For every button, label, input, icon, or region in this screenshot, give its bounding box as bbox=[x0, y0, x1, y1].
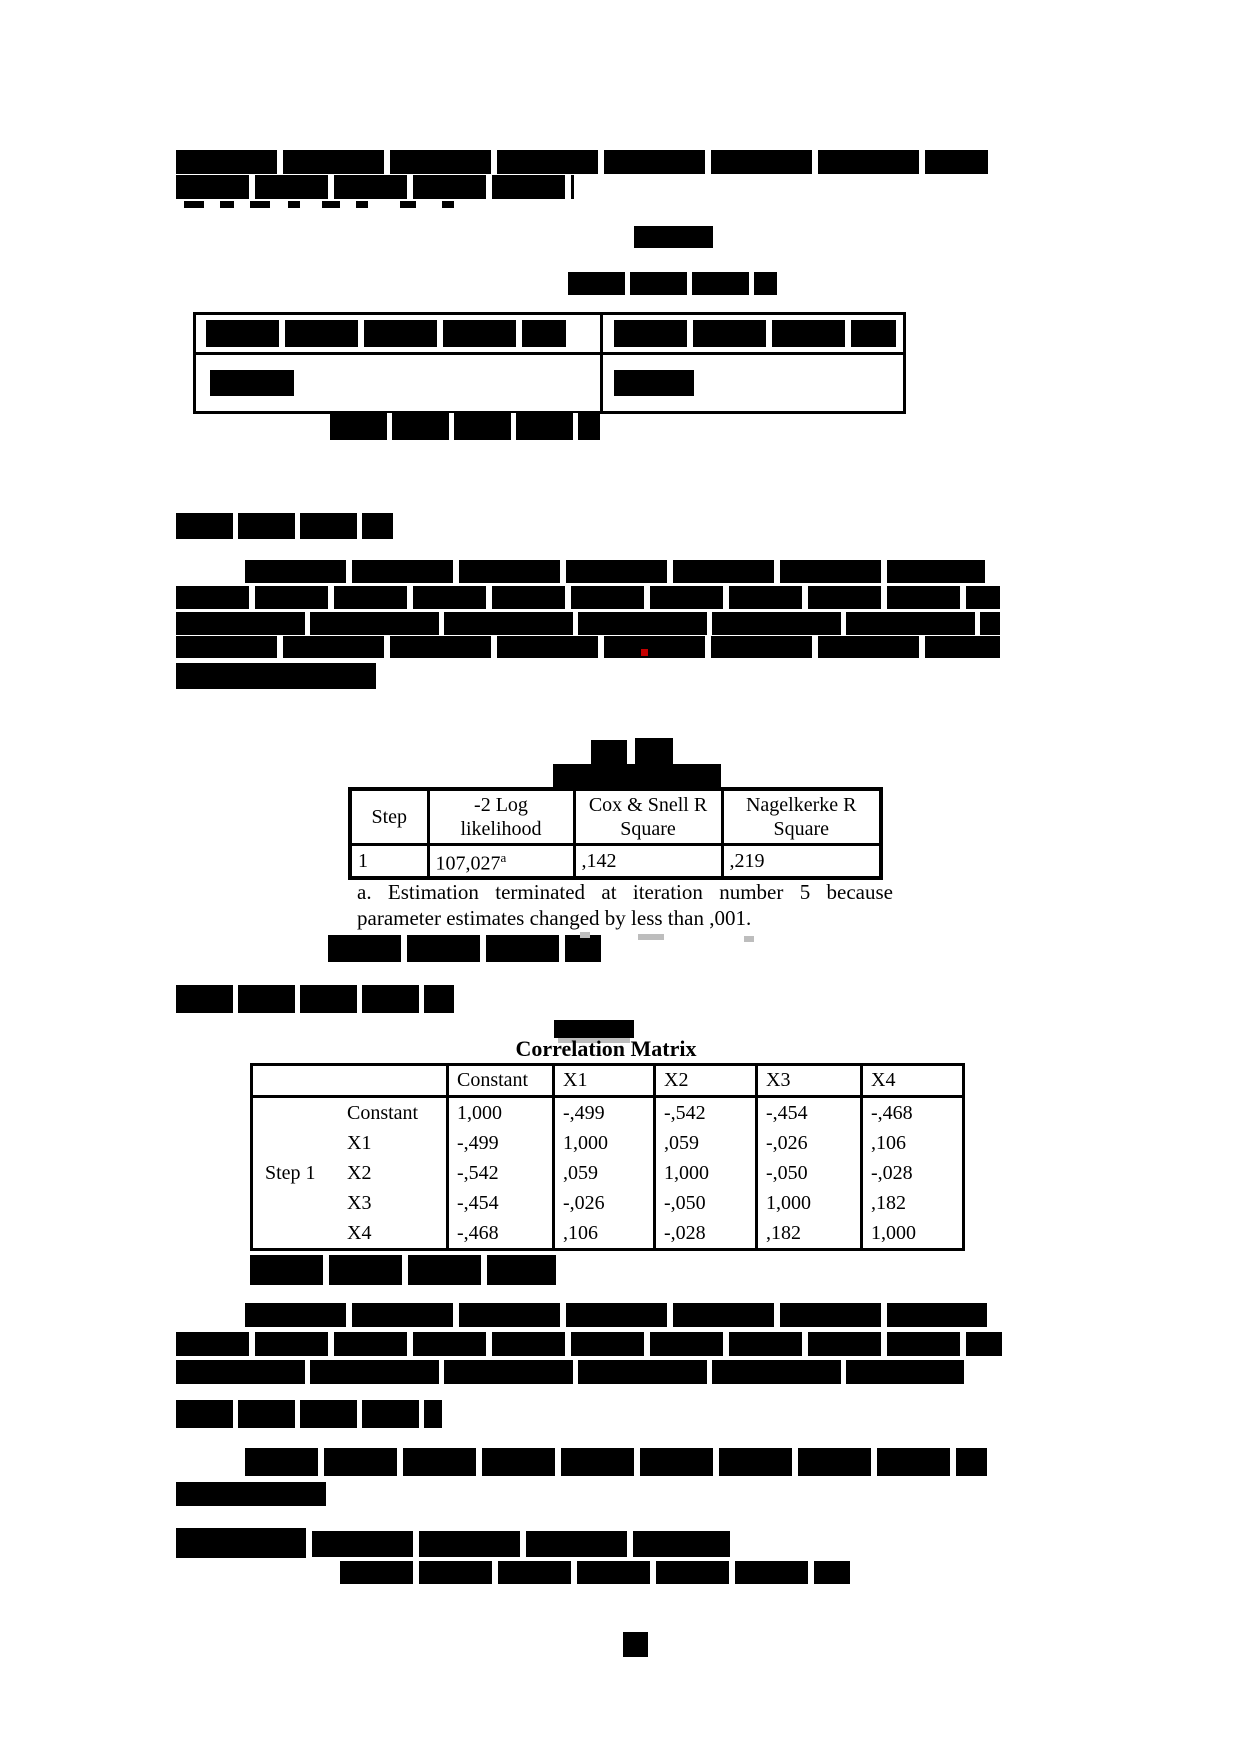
cell: -,499 bbox=[554, 1097, 655, 1129]
cell: -,050 bbox=[757, 1158, 862, 1188]
header-cox-snell bbox=[574, 789, 722, 845]
redacted-paragraph-line bbox=[176, 612, 1000, 635]
redacted-fragment bbox=[400, 201, 416, 208]
nagelkerke-value: ,219 bbox=[729, 849, 765, 872]
cox-snell-value: ,142 bbox=[581, 849, 617, 872]
header-cox-line2: Square bbox=[620, 818, 676, 840]
redacted-fragment bbox=[356, 201, 368, 208]
cell: ,059 bbox=[655, 1128, 757, 1158]
cell-nagelkerke-value bbox=[722, 845, 881, 878]
redacted-paragraph-line bbox=[245, 1448, 987, 1476]
redacted-fragment bbox=[220, 201, 234, 208]
table-divider bbox=[196, 352, 903, 355]
redacted-table-title bbox=[553, 764, 721, 787]
red-mark bbox=[641, 649, 648, 656]
footnote-marker: a bbox=[500, 850, 507, 865]
redacted-paragraph-line bbox=[176, 586, 1000, 609]
row-label-x1 bbox=[252, 1128, 448, 1158]
redacted-text-line bbox=[340, 1561, 850, 1584]
cell: -,028 bbox=[862, 1158, 964, 1188]
row-label: X2 bbox=[347, 1161, 372, 1184]
cell: -,454 bbox=[757, 1097, 862, 1129]
row-label-constant bbox=[252, 1097, 448, 1129]
header-x1: X1 bbox=[554, 1065, 655, 1097]
cell: -,499 bbox=[448, 1128, 554, 1158]
cell: -,542 bbox=[655, 1097, 757, 1129]
header-cox-line1: Cox & Snell R bbox=[588, 794, 708, 816]
cell: ,182 bbox=[757, 1218, 862, 1250]
row-label-x3 bbox=[252, 1188, 448, 1218]
redacted-cell bbox=[614, 370, 694, 396]
redacted-paragraph-line bbox=[245, 1303, 987, 1327]
redacted-table-title bbox=[568, 272, 777, 295]
redacted-table-source bbox=[250, 1255, 556, 1285]
redacted-paragraph-line bbox=[176, 636, 1000, 658]
redacted-header-cell bbox=[614, 320, 896, 347]
redacted-paragraph-line bbox=[176, 663, 376, 689]
cell: ,059 bbox=[554, 1158, 655, 1188]
header-blank bbox=[252, 1065, 448, 1097]
cell: -,050 bbox=[655, 1188, 757, 1218]
cell: -,026 bbox=[554, 1188, 655, 1218]
table-footnote: a. Estimation terminated at iteration number 5 because parameter estimates changed by less than ,001. bbox=[357, 880, 893, 930]
redacted-section-heading bbox=[176, 513, 393, 539]
cell-log-likelihood-value bbox=[428, 845, 574, 878]
redacted-paragraph-line bbox=[176, 1360, 964, 1384]
cell: 1,000 bbox=[448, 1097, 554, 1129]
cell: ,106 bbox=[862, 1128, 964, 1158]
redacted-paragraph-line bbox=[245, 560, 985, 583]
table-row bbox=[252, 1158, 964, 1188]
log-likelihood-value: 107,027 bbox=[435, 852, 501, 875]
row-label: Constant bbox=[347, 1101, 419, 1124]
redacted-paragraph-line bbox=[176, 1482, 326, 1506]
scan-smudge bbox=[744, 936, 754, 942]
row-label: X3 bbox=[347, 1191, 372, 1214]
redacted-text-line bbox=[312, 1531, 730, 1557]
scan-smudge bbox=[580, 932, 590, 938]
header-nagelkerke bbox=[722, 789, 881, 845]
redacted-table-number bbox=[591, 740, 627, 765]
cell: 1,000 bbox=[655, 1158, 757, 1188]
redacted-fragment bbox=[250, 201, 270, 208]
correlation-matrix-title: Correlation Matrix bbox=[515, 1036, 697, 1061]
redacted-page-number bbox=[623, 1632, 648, 1657]
header-log-likelihood bbox=[428, 789, 574, 845]
row-label: X4 bbox=[347, 1221, 372, 1244]
table-row bbox=[252, 1128, 964, 1158]
cell: ,106 bbox=[554, 1218, 655, 1250]
step-label: Step 1 bbox=[265, 1161, 316, 1184]
table-row bbox=[252, 1188, 964, 1218]
header-step-label: Step bbox=[371, 806, 408, 828]
header-nag-line2: Square bbox=[773, 818, 830, 840]
cell: -,028 bbox=[655, 1218, 757, 1250]
redacted-fragment bbox=[184, 201, 204, 208]
row-label-x2 bbox=[252, 1158, 448, 1188]
step-value: 1 bbox=[358, 849, 368, 872]
row-label: X1 bbox=[347, 1131, 372, 1154]
redacted-text-line bbox=[176, 150, 988, 174]
header-log-line1: -2 Log bbox=[474, 794, 528, 816]
table-row bbox=[252, 1218, 964, 1250]
cell: ,182 bbox=[862, 1188, 964, 1218]
redacted-paragraph-line bbox=[176, 1332, 1002, 1356]
cell: 1,000 bbox=[757, 1188, 862, 1218]
header-x2: X2 bbox=[655, 1065, 757, 1097]
cell: -,468 bbox=[448, 1218, 554, 1250]
redacted-table-number bbox=[635, 738, 673, 765]
header-nag-line1: Nagelkerke R bbox=[745, 794, 857, 816]
redacted-fragment bbox=[322, 201, 340, 208]
redacted-table-source bbox=[330, 413, 600, 440]
cell: 1,000 bbox=[862, 1218, 964, 1250]
redacted-cell bbox=[210, 370, 294, 396]
table-divider bbox=[600, 315, 603, 411]
correlation-matrix-table bbox=[250, 1063, 965, 1251]
cell: -,542 bbox=[448, 1158, 554, 1188]
header-x4: X4 bbox=[862, 1065, 964, 1097]
redacted-text-line bbox=[176, 175, 574, 199]
cell: -,454 bbox=[448, 1188, 554, 1218]
cell-step-value bbox=[350, 845, 428, 878]
cell: -,026 bbox=[757, 1128, 862, 1158]
redacted-heading-fragment bbox=[176, 1528, 306, 1558]
scan-smudge bbox=[638, 934, 664, 940]
cell: -,468 bbox=[862, 1097, 964, 1129]
header-log-line2: likelihood bbox=[460, 818, 542, 840]
table-row bbox=[252, 1097, 964, 1129]
redacted-table-source bbox=[328, 935, 601, 962]
redacted-section-heading bbox=[176, 985, 454, 1013]
header-step bbox=[350, 789, 428, 845]
row-label-x4 bbox=[252, 1218, 448, 1250]
header-constant: Constant bbox=[448, 1065, 554, 1097]
cell: 1,000 bbox=[554, 1128, 655, 1158]
redacted-section-heading bbox=[176, 1400, 442, 1428]
redacted-table bbox=[193, 312, 906, 414]
redacted-table-number bbox=[634, 226, 713, 248]
model-summary-table bbox=[348, 787, 883, 880]
redacted-header-cell bbox=[206, 320, 566, 347]
header-x3: X3 bbox=[757, 1065, 862, 1097]
redacted-fragment bbox=[288, 201, 300, 208]
redacted-fragment bbox=[442, 201, 454, 208]
cell-cox-snell-value bbox=[574, 845, 722, 878]
